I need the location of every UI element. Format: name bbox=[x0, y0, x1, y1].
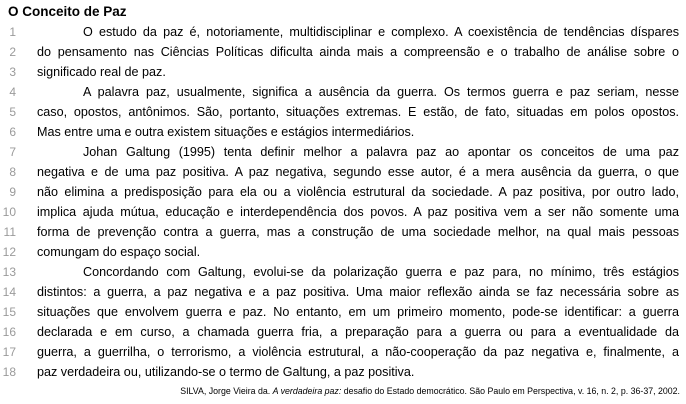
line-text: paz verdadeira ou, utilizando-se o termo de Galtung, a paz positiva. bbox=[37, 365, 415, 379]
line-number: 8 bbox=[9, 165, 16, 179]
line-number: 6 bbox=[9, 125, 16, 139]
line-number: 4 bbox=[9, 85, 16, 99]
text-line bbox=[0, 262, 686, 282]
line-text: comungam do espaço social. bbox=[37, 245, 201, 259]
text-line bbox=[0, 122, 686, 142]
text-line bbox=[0, 102, 686, 122]
document-title: O Conceito de Paz bbox=[8, 4, 127, 19]
line-number: 16 bbox=[2, 325, 16, 339]
text-line bbox=[0, 182, 686, 202]
text-line bbox=[0, 362, 686, 382]
text-line bbox=[0, 302, 686, 322]
line-text: Concordando com Galtung, evolui-se da polarização guerra e paz para, no mínimo, três estágios bbox=[83, 265, 679, 279]
line-text: distintos: a guerra, a paz negativa e a paz positiva. Uma maior reflexão ainda se faz necessária sobre as bbox=[37, 285, 679, 299]
line-number: 3 bbox=[9, 65, 16, 79]
line-number: 17 bbox=[2, 345, 16, 359]
line-number: 12 bbox=[2, 245, 16, 259]
text-line bbox=[0, 202, 686, 222]
line-text: negativa e de uma paz positiva. A paz negativa, segundo esse autor, é a mera ausência da guerra, o que bbox=[37, 165, 679, 179]
source-citation bbox=[180, 385, 680, 397]
line-number: 18 bbox=[2, 365, 16, 379]
text-line bbox=[0, 62, 686, 82]
line-number: 1 bbox=[9, 25, 16, 39]
line-number: 10 bbox=[2, 205, 16, 219]
line-text: forma de prevenção contra a guerra, mas a construção de uma sociedade melhor, na qual mais pessoas bbox=[37, 225, 679, 239]
line-text: O estudo da paz é, notoriamente, multidisciplinar e complexo. A coexistência de tendências díspares bbox=[83, 25, 679, 39]
text-line bbox=[0, 322, 686, 342]
text-line bbox=[0, 82, 686, 102]
text-line bbox=[0, 342, 686, 362]
line-number: 13 bbox=[2, 265, 16, 279]
line-text: não elimina a predisposição para ela ou a violência estrutural da sociedade. A paz positiva, por outro lado, bbox=[37, 185, 679, 199]
text-line bbox=[0, 222, 686, 242]
text-line bbox=[0, 242, 686, 262]
line-number: 14 bbox=[2, 285, 16, 299]
text-line bbox=[0, 22, 686, 42]
line-text: guerra, a guerrilha, o terrorismo, a violência estrutural, a não-cooperação da paz negativa e, finalmente, a bbox=[37, 345, 679, 359]
line-number: 5 bbox=[9, 105, 16, 119]
line-text: significado real de paz. bbox=[37, 65, 166, 79]
line-number: 15 bbox=[2, 305, 16, 319]
citation-details: desafio do Estado democrático. São Paulo em Perspectiva, v. 16, n. 2, p. 36-37, 2002. bbox=[341, 386, 680, 396]
line-text: Mas entre uma e outra existem situações e estágios intermediários. bbox=[37, 125, 415, 139]
line-number: 2 bbox=[9, 45, 16, 59]
line-text: do pensamento nas Ciências Políticas dificulta ainda mais a compreensão e o trabalho de análise sobre o bbox=[37, 45, 679, 59]
line-text: Johan Galtung (1995) tenta definir melhor a palavra paz ao apontar os conceitos de uma paz bbox=[83, 145, 679, 159]
numbered-text-body bbox=[0, 22, 686, 382]
text-line bbox=[0, 282, 686, 302]
text-line bbox=[0, 42, 686, 62]
citation-work-title: A verdadeira paz: bbox=[272, 386, 342, 396]
line-text: caso, opostos, antônimos. São, portanto, situações extremas. E estão, de fato, situadas em polos opostos. bbox=[37, 105, 679, 119]
text-line bbox=[0, 162, 686, 182]
line-number: 9 bbox=[9, 185, 16, 199]
citation-author: SILVA, Jorge Vieira da. bbox=[180, 386, 273, 396]
line-text: A palavra paz, usualmente, significa a ausência da guerra. Os termos guerra e paz seriam, nesse bbox=[83, 85, 679, 99]
line-text: situações que envolvem guerra e paz. No entanto, em um primeiro momento, pode-se identificar: a guerra bbox=[37, 305, 679, 319]
line-number: 7 bbox=[9, 145, 16, 159]
text-line bbox=[0, 142, 686, 162]
line-number: 11 bbox=[3, 225, 16, 239]
line-text: declarada e em curso, a chamada guerra fria, a preparação para a guerra ou para a eventualidade da bbox=[37, 325, 679, 339]
line-text: implica ajuda mútua, educação e interdependência dos povos. A paz positiva vem a ser não somente uma bbox=[37, 205, 679, 219]
